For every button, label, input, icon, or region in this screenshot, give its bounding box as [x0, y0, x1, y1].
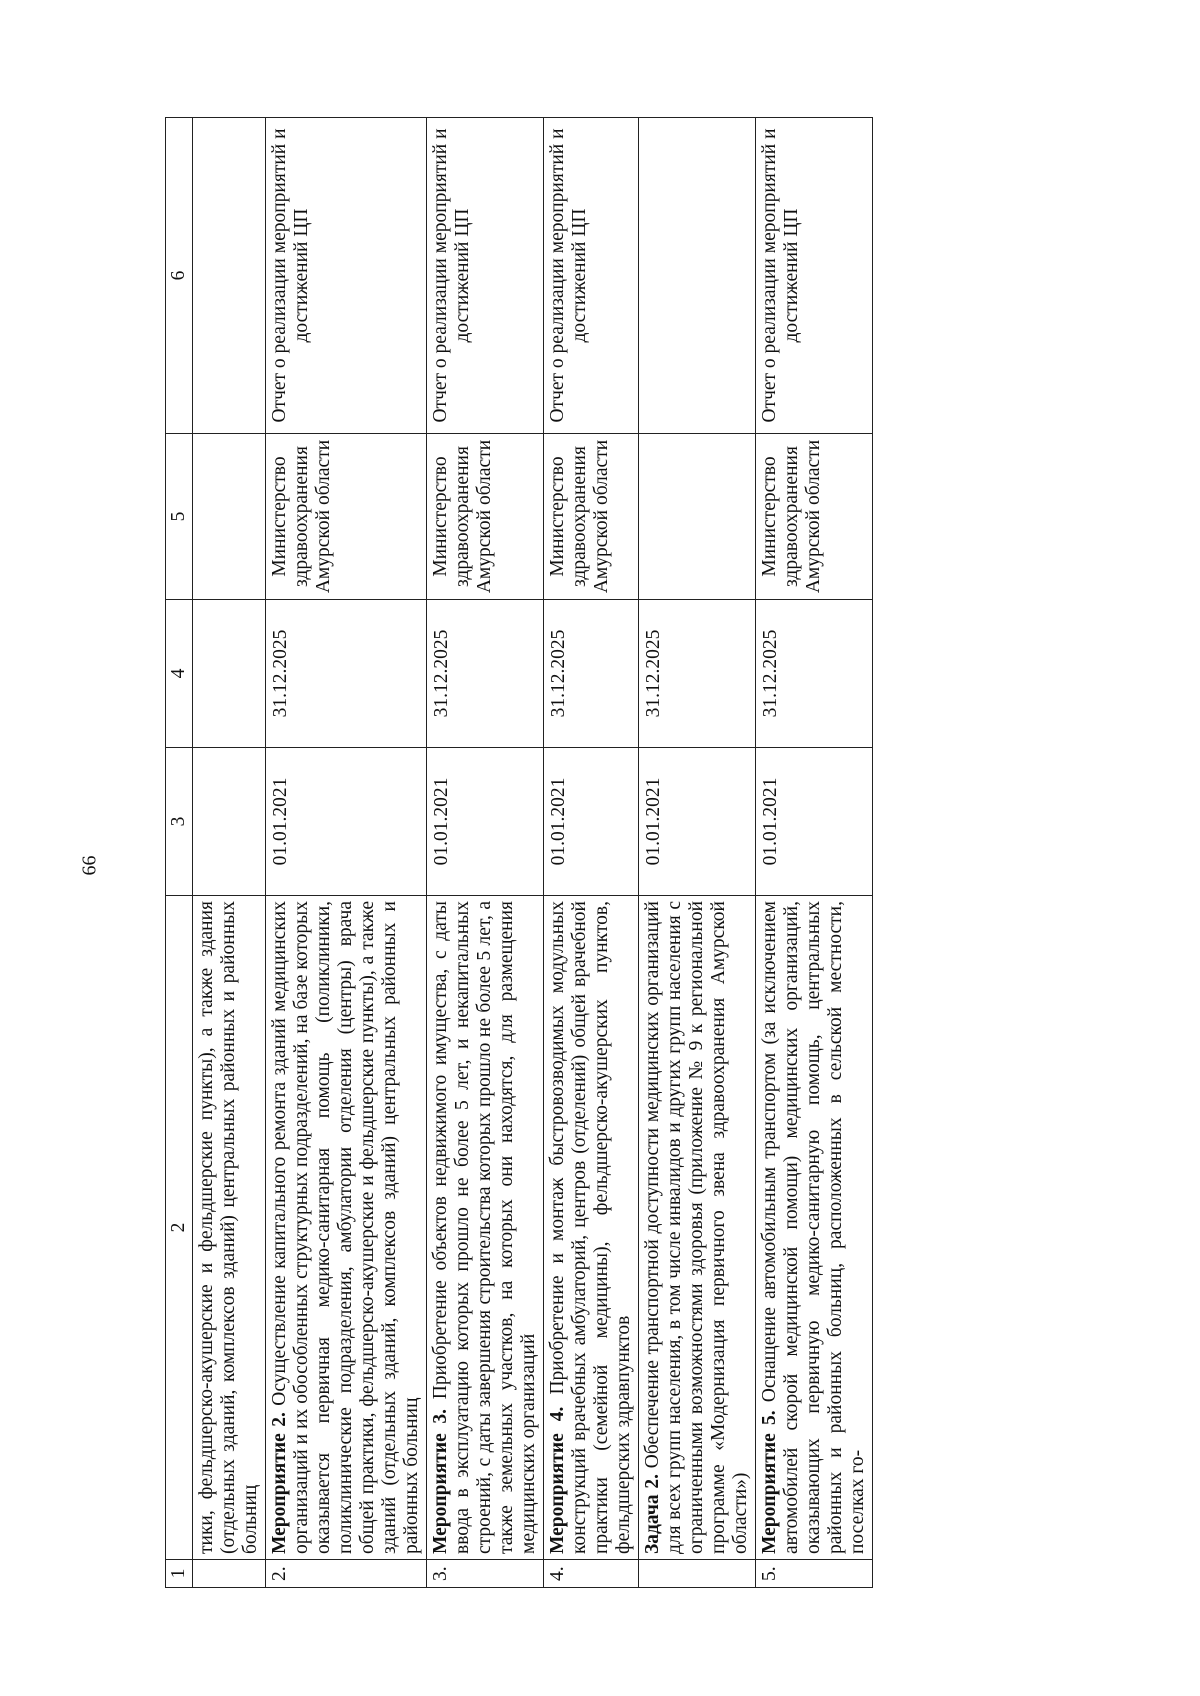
start-date: 01.01.2021 — [266, 748, 427, 896]
end-date: 31.12.2025 — [427, 600, 544, 748]
row-number: 5. — [756, 1560, 873, 1588]
table-row — [756, 118, 873, 1588]
start-date: 01.01.2021 — [544, 748, 639, 896]
table-row — [544, 118, 639, 1588]
task-label: Задача 2. — [642, 1473, 663, 1554]
measure-description — [544, 896, 639, 1560]
column-header-3: 3 — [166, 748, 193, 896]
measure-label: Мероприятие 2. — [269, 1412, 290, 1554]
column-header-5: 5 — [166, 434, 193, 600]
end-date: 31.12.2025 — [756, 600, 873, 748]
table-row — [427, 118, 544, 1588]
executor — [639, 434, 756, 600]
result-document: Отчет о реализации мероприятий и достижений ЦП — [544, 118, 639, 434]
column-header-6: 6 — [166, 118, 193, 434]
executor: Министерство здравоохранения Амурской области — [544, 434, 639, 600]
column-header-1: 1 — [166, 1560, 193, 1588]
measure-label: Мероприятие 3. — [430, 1408, 451, 1554]
end-date: 31.12.2025 — [639, 600, 756, 748]
table-row-task — [639, 118, 756, 1588]
executor: Министерство здравоохранения Амурской области — [756, 434, 873, 600]
result-document: Отчет о реализации мероприятий и достижений ЦП — [427, 118, 544, 434]
end-date: 31.12.2025 — [266, 600, 427, 748]
task-description — [639, 896, 756, 1560]
column-number-row — [166, 118, 193, 1588]
document-sheet — [165, 118, 1125, 1588]
page-number: 66 — [78, 855, 101, 876]
row-number — [639, 1560, 756, 1588]
row-number: 2. — [266, 1560, 427, 1588]
measure-description — [756, 896, 873, 1560]
rotated-table-container — [165, 118, 1125, 1588]
table-row-continuation — [193, 118, 266, 1588]
result-document: Отчет о реализации мероприятий и достижений ЦП — [266, 118, 427, 434]
measure-text: Приобретение и монтаж быстровозводимых модульных конструкций врачебных амбулаторий, центров (отделений) общей врачебной практики (семейной медицины), фельдшерско-акушерских пунктов, фельдшерских здравпунктов — [547, 900, 634, 1554]
row-number: 4. — [544, 1560, 639, 1588]
measures-table — [165, 117, 873, 1588]
continuation-text: тики, фельдшерско-акушерские и фельдшерские пункты), а также здания (отдельных зданий, комплексов зданий) центральных районных и районных больниц — [193, 896, 266, 1560]
measure-description — [427, 896, 544, 1560]
executor: Министерство здравоохранения Амурской области — [266, 434, 427, 600]
result-document — [639, 118, 756, 434]
measure-label: Мероприятие 4. — [547, 1406, 568, 1554]
row-number: 3. — [427, 1560, 544, 1588]
measure-text: Приобретение объектов недвижимого имущества, с даты ввода в эксплуатацию которых прошло не более 5 лет, и некапитальных строений, с даты завершения строительства которых прошло не более 5 лет, а также земельных участков, на которых они находятся, для размещения медицинских организаций — [430, 901, 539, 1554]
executor: Министерство здравоохранения Амурской области — [427, 434, 544, 600]
table-row — [266, 118, 427, 1588]
column-header-2: 2 — [166, 896, 193, 1560]
task-text: Обеспечение транспортной доступности медицинских организаций для всех групп населения, в том числе инвалидов и других групп населения с ограниченными возможностями здоровья (приложение № 9 к региональной программе «Модернизация первичного звена здравоохранения Амурской области») — [642, 901, 751, 1554]
result-document: Отчет о реализации мероприятий и достижений ЦП — [756, 118, 873, 434]
measure-text: Осуществление капитального ремонта зданий медицинских организаций и их обособленных структурных подразделений, на базе которых оказывается первичная медико-санитарная помощь (поликлиники, поликлинические подразделения, амбулатории отделения (центры) врача общей практики, фельдшерско-акушерские и фельдшерские пункты), а также зданий (отдельных зданий, комплексов зданий) центральных районных и районных больниц — [269, 901, 422, 1554]
start-date: 01.01.2021 — [639, 748, 756, 896]
measure-label: Мероприятие 5. — [759, 1410, 780, 1554]
start-date: 01.01.2021 — [427, 748, 544, 896]
start-date: 01.01.2021 — [756, 748, 873, 896]
end-date: 31.12.2025 — [544, 600, 639, 748]
measure-description — [266, 896, 427, 1560]
column-header-4: 4 — [166, 600, 193, 748]
measure-text: Оснащение автомобильным транспортом (за исключением автомобилей скорой медицинской помощи) медицинских организаций, оказывающих первичную медико-санитарную помощь, центральных районных и районных больниц, расположенных в сельской местности, поселках го- — [759, 900, 868, 1554]
